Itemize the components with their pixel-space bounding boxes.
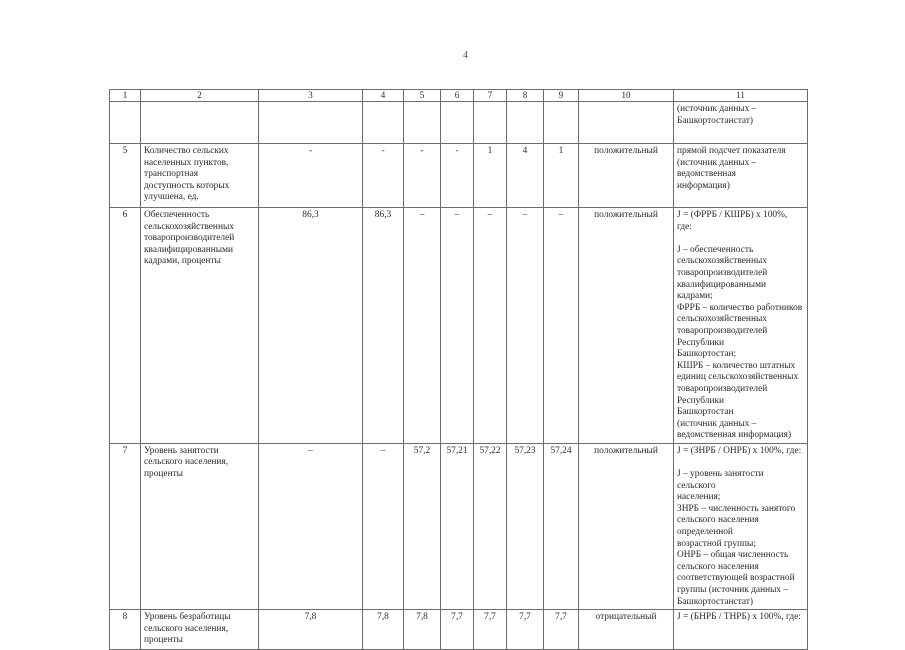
value-cell bbox=[404, 610, 441, 650]
value-cell: – bbox=[259, 443, 363, 609]
header-cell: 3 bbox=[259, 90, 363, 102]
table-row bbox=[110, 610, 808, 650]
method-cell: (источник данных – Башкортостанстат) bbox=[674, 102, 808, 144]
table-row bbox=[110, 208, 808, 444]
header-cell: 10 bbox=[579, 90, 674, 102]
value-cell: 57,24 bbox=[544, 443, 579, 609]
value-cell bbox=[363, 610, 404, 650]
value-cell bbox=[259, 102, 363, 144]
value-cell bbox=[441, 102, 474, 144]
value-cell: – bbox=[441, 208, 474, 444]
method-cell: J = (ЗНРБ / ОНРБ) x 100%, где: J – уровень занятости сельского населения; ЗНРБ – численность занятого сельского населения определенной возрастной группы; ОНРБ – общая численность сельского населения соответствующей возрастной группы (источник данных – Башкортостанстат) bbox=[674, 443, 808, 609]
value-text: 7,8 bbox=[416, 612, 428, 623]
direction-cell: положительный bbox=[579, 144, 674, 208]
value-cell: 57,21 bbox=[441, 443, 474, 609]
header-cell: 1 bbox=[110, 90, 141, 102]
row-number: 7 bbox=[110, 443, 141, 609]
value-text: 7,7 bbox=[519, 612, 531, 623]
header-cell: 4 bbox=[363, 90, 404, 102]
value-cell bbox=[507, 102, 544, 144]
header-cell: 6 bbox=[441, 90, 474, 102]
indicator-name: Уровень занятости сельского населения, проценты bbox=[141, 443, 259, 609]
value-cell bbox=[474, 102, 507, 144]
value-cell: - bbox=[441, 144, 474, 208]
value-text: 7,7 bbox=[484, 612, 496, 623]
page-number: 4 bbox=[463, 50, 468, 61]
indicator-name: Обеспеченность сельскохозяйственных товаропроизводителей квалифицированными кадрами, проценты bbox=[141, 208, 259, 444]
row-number: 5 bbox=[110, 144, 141, 208]
value-cell: 57,22 bbox=[474, 443, 507, 609]
method-cell: J = (ФРРБ / КШРБ) x 100%, где: J – обеспеченность сельскохозяйственных товаропроизводителей квалифицированными кадрами; ФРРБ – количество работников сельскохозяйственных товаропроизводителей Республики Башкортостан; КШРБ – количество штатных единиц сельскохозяйственных товаропроизводителей Республики Башкортостан (источник данных – ведомственная информация) bbox=[674, 208, 808, 444]
header-cell: 9 bbox=[544, 90, 579, 102]
indicator-name: Количество сельских населенных пунктов, транспортная доступность которых улучшена, ед. bbox=[141, 144, 259, 208]
value-cell: – bbox=[544, 208, 579, 444]
table-row bbox=[110, 443, 808, 609]
method-cell bbox=[674, 610, 808, 650]
value-cell: - bbox=[363, 144, 404, 208]
method-text: J = (БНРБ / ТНРБ) x 100%, где: bbox=[677, 612, 801, 623]
value-cell: – bbox=[404, 208, 441, 444]
header-cell: 2 bbox=[141, 90, 259, 102]
value-cell: 57,2 bbox=[404, 443, 441, 609]
value-cell bbox=[404, 102, 441, 144]
value-text: 7,8 bbox=[304, 612, 317, 623]
value-cell bbox=[544, 102, 579, 144]
value-cell bbox=[507, 610, 544, 650]
header-cell: 8 bbox=[507, 90, 544, 102]
direction-cell bbox=[579, 102, 674, 144]
direction-cell bbox=[579, 610, 674, 650]
value-cell: – bbox=[474, 208, 507, 444]
method-cell: прямой подсчет показателя (источник данных – ведомственная информация) bbox=[674, 144, 808, 208]
value-cell: – bbox=[507, 208, 544, 444]
value-cell: 57,23 bbox=[507, 443, 544, 609]
indicator-name-text: Уровень безработицы сельского населения, проценты bbox=[144, 612, 231, 646]
direction-cell: положительный bbox=[579, 443, 674, 609]
row-number: 6 bbox=[110, 208, 141, 444]
direction-text: отрицательный bbox=[595, 612, 657, 623]
value-cell: - bbox=[404, 144, 441, 208]
value-cell bbox=[363, 102, 404, 144]
value-cell: 4 bbox=[507, 144, 544, 208]
value-text: 7,7 bbox=[555, 612, 567, 623]
header-cell: 7 bbox=[474, 90, 507, 102]
header-cell: 5 bbox=[404, 90, 441, 102]
table-row bbox=[110, 144, 808, 208]
value-text: 7,7 bbox=[451, 612, 463, 623]
value-cell bbox=[259, 610, 363, 650]
value-cell: - bbox=[259, 144, 363, 208]
indicators-table bbox=[109, 89, 808, 650]
value-cell bbox=[441, 610, 474, 650]
value-text: 7,8 bbox=[377, 612, 389, 623]
value-cell: 1 bbox=[474, 144, 507, 208]
value-cell: 86,3 bbox=[259, 208, 363, 444]
value-cell: – bbox=[363, 443, 404, 609]
header-cell: 11 bbox=[674, 90, 808, 102]
direction-cell: положительный bbox=[579, 208, 674, 444]
row-number-text: 8 bbox=[122, 612, 128, 623]
value-cell bbox=[474, 610, 507, 650]
value-cell bbox=[544, 610, 579, 650]
value-cell: 1 bbox=[544, 144, 579, 208]
indicator-name bbox=[141, 102, 259, 144]
row-number bbox=[110, 102, 141, 144]
row-number bbox=[110, 610, 141, 650]
header-row bbox=[110, 90, 808, 102]
indicator-name bbox=[141, 610, 259, 650]
table-row bbox=[110, 102, 808, 144]
value-cell: 86,3 bbox=[363, 208, 404, 444]
